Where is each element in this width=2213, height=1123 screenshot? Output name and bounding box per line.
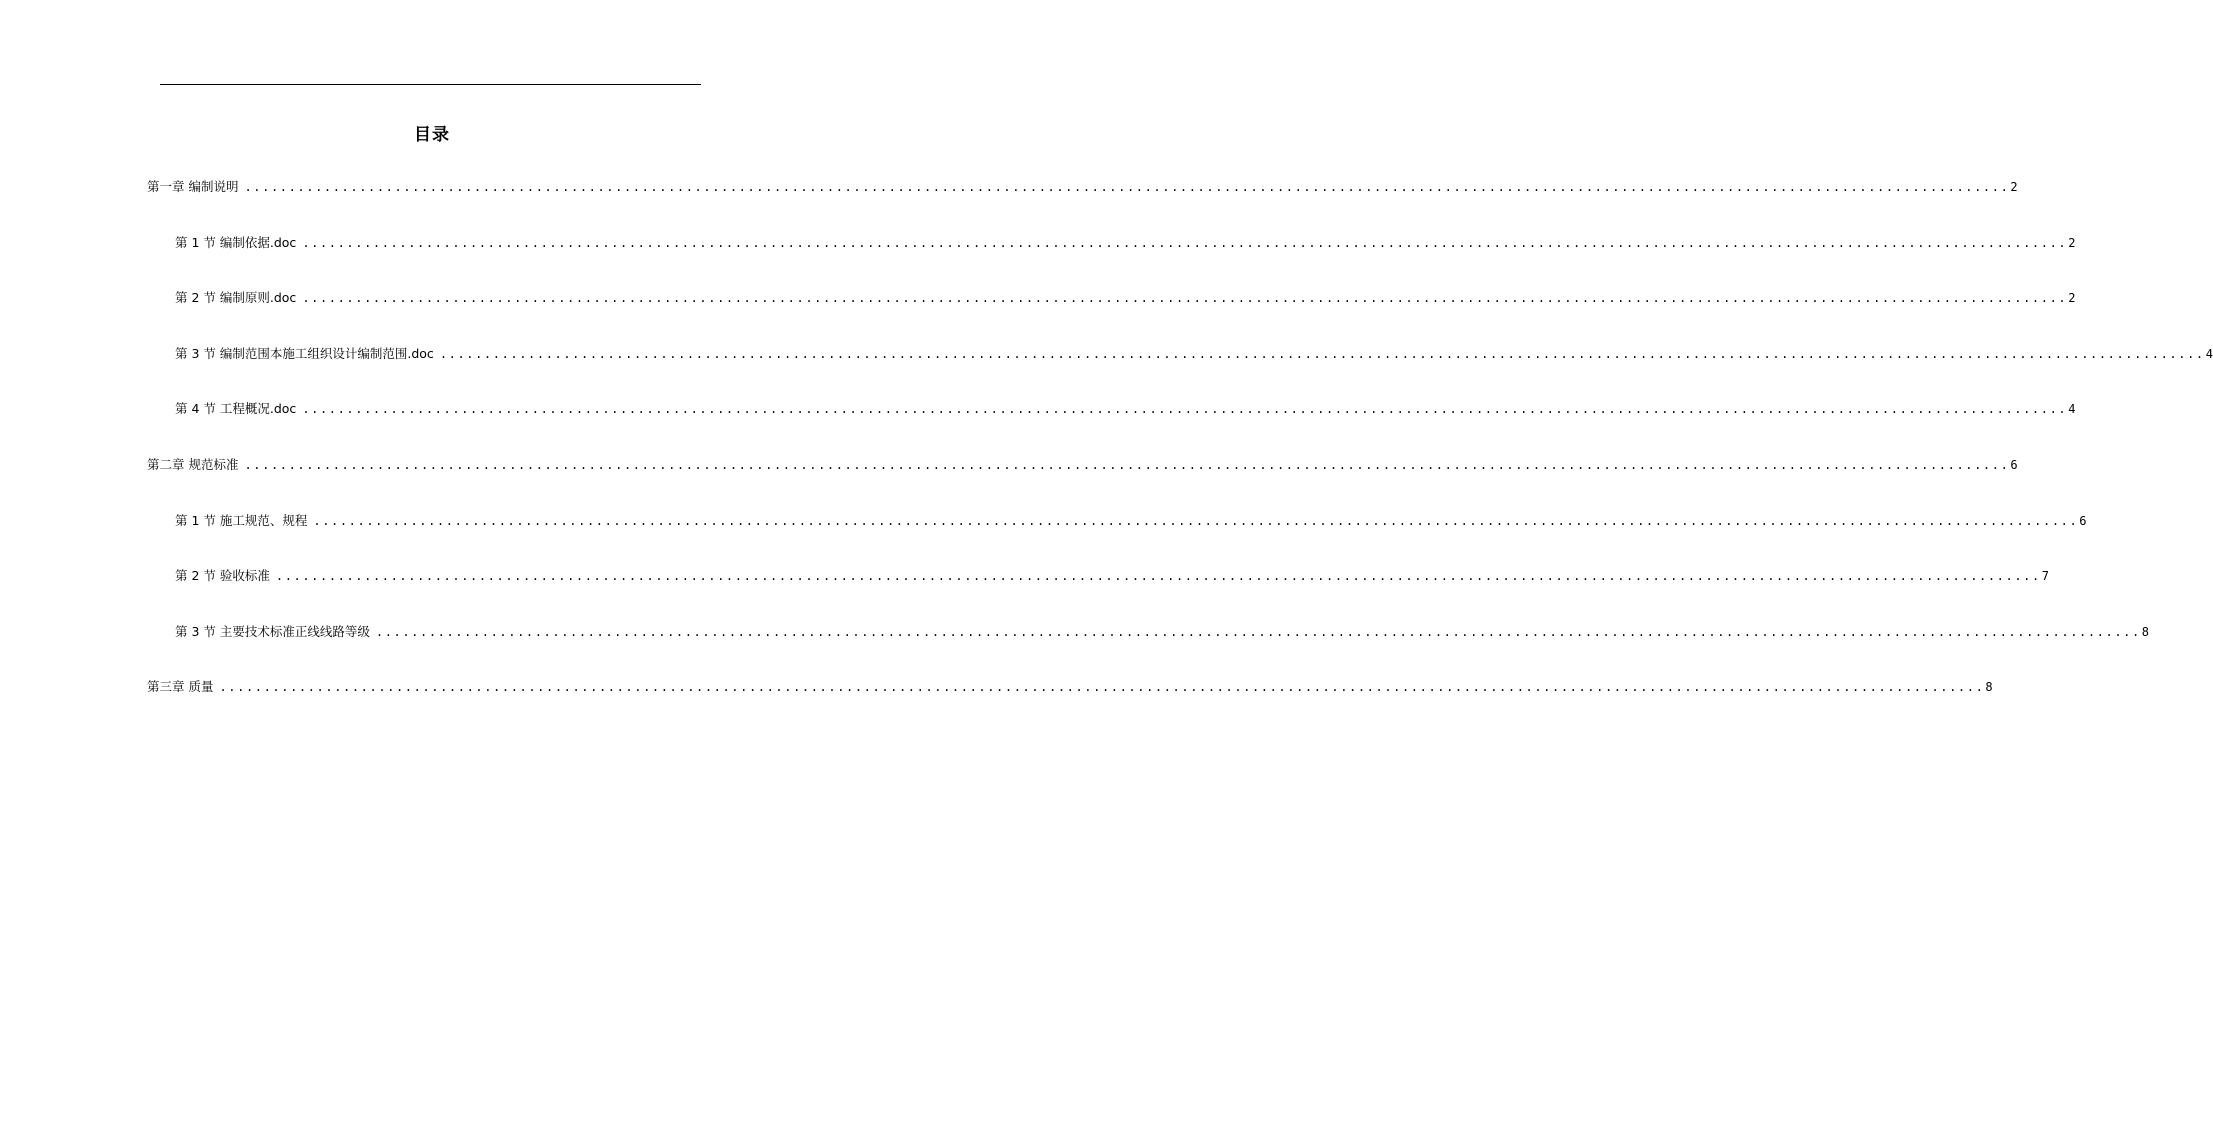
toc-leader-dots: ........................................................................................................................................................................................................ — [275, 569, 2041, 584]
toc-entry-label: 第 1 节 施工规范、规程 — [175, 512, 308, 528]
toc-entry-label: 第二章 规范标准 — [147, 457, 239, 472]
toc-entry-label: 第一章 编制说明 — [147, 179, 239, 194]
toc-page-number: 6 — [2010, 458, 2018, 472]
toc-entry-label: 第 2 节 编制原则.doc — [175, 290, 297, 306]
toc-page-number: 7 — [2041, 569, 2050, 584]
toc-leader-dots: ........................................................................................................................................................................................................ — [244, 180, 2010, 194]
toc-page-number: 8 — [1985, 680, 1993, 695]
toc-entry[interactable] — [147, 177, 2018, 197]
toc-title: 目录 — [414, 125, 450, 145]
toc-entry[interactable] — [175, 399, 2076, 419]
toc-leader-dots: ........................................................................................................................................................................................................ — [219, 680, 1985, 695]
toc-entry[interactable] — [175, 511, 2087, 531]
toc-leader-dots: ........................................................................................................................................................................................................ — [439, 346, 2205, 361]
toc-leader-dots: ........................................................................................................................................................................................................ — [375, 624, 2141, 639]
toc-page-number: 2 — [2068, 291, 2076, 306]
toc-leader-dots: ........................................................................................................................................................................................................ — [302, 235, 2068, 250]
toc-page-number: 8 — [2141, 624, 2150, 639]
toc-entry[interactable] — [175, 344, 2213, 364]
toc-leader-dots: ........................................................................................................................................................................................................ — [244, 458, 2010, 472]
toc-entry-label: 第 4 节 工程概况.doc — [175, 401, 297, 417]
toc-entry-label: 第 2 节 验收标准 — [175, 568, 270, 584]
toc-page-number: 4 — [2068, 402, 2076, 417]
toc-entry[interactable] — [175, 622, 2150, 642]
toc-leader-dots: ........................................................................................................................................................................................................ — [302, 402, 2068, 417]
toc-entry-label: 第三章 质量 — [147, 679, 214, 695]
toc-leader-dots: ........................................................................................................................................................................................................ — [302, 291, 2068, 306]
toc-entry[interactable] — [175, 288, 2076, 308]
toc-page-number: 4 — [2205, 346, 2213, 361]
toc-page-number: 2 — [2068, 235, 2076, 250]
toc-entry[interactable] — [175, 566, 2050, 586]
toc-leader-dots: ........................................................................................................................................................................................................ — [313, 513, 2079, 528]
toc-entry[interactable] — [175, 233, 2076, 253]
toc-entry-label: 第 3 节 编制范围本施工组织设计编制范围.doc — [175, 345, 434, 361]
toc-entry[interactable] — [147, 677, 1993, 697]
toc-page-number: 2 — [2010, 180, 2018, 194]
toc-page-number: 6 — [2079, 513, 2087, 528]
toc-entry-label: 第 3 节 主要技术标准正线线路等级 — [175, 623, 370, 639]
toc-entry[interactable] — [147, 455, 2018, 475]
toc-entry-label: 第 1 节 编制依据.doc — [175, 234, 297, 250]
